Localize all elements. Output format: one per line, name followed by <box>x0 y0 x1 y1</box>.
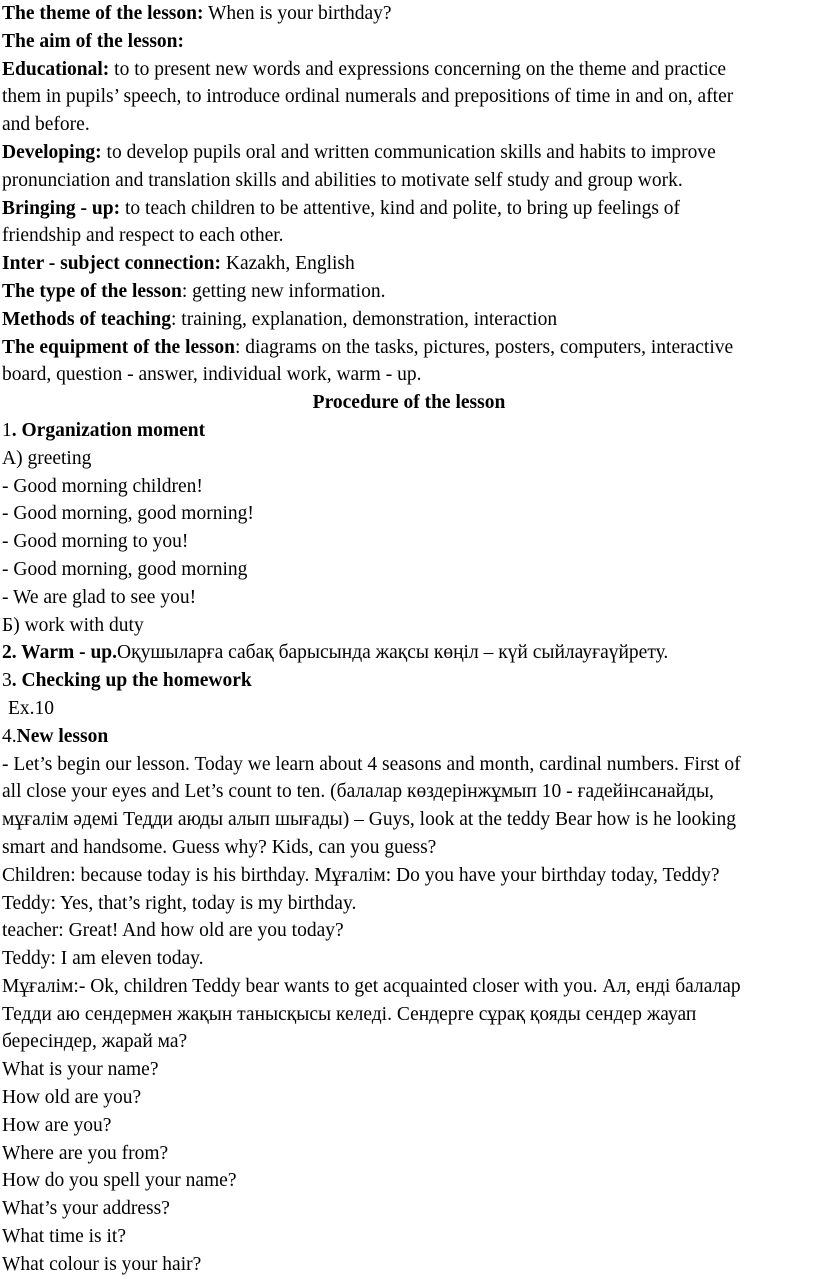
homework-exercise: Ex.10 <box>8 697 55 719</box>
greeting-line: - We are glad to see you! <box>2 586 197 608</box>
inter-subject-value: Kazakh, English <box>221 253 355 275</box>
educational-label: Educational: <box>2 58 110 80</box>
section-1-b: Б) work with duty <box>2 614 144 636</box>
dialogue-line: Тедди аю сендермен жақын танысқысы келеді. Сендерге сұрақ қояды сендер жауап <box>2 1003 697 1025</box>
equipment-label: The equipment of the lesson <box>2 336 235 358</box>
dialogue-line: all close your eyes and Let’s count to ten. (балалар көздерінжұмып 10 - ғадейінсанайды, <box>2 781 714 803</box>
equipment-line-1 <box>2 334 816 362</box>
greeting-line: - Good morning to you! <box>2 531 189 553</box>
inter-subject-label: Inter - subject connection: <box>2 253 221 275</box>
dialogue-line: бересіндер, жарай ма? <box>2 1031 188 1053</box>
developing-text-1: to develop pupils oral and written communication skills and habits to improve <box>101 141 716 163</box>
educational-text-1: to to present new words and expressions concerning on the theme and practice <box>109 58 727 80</box>
dialogue-line: мұғалім әдемі Тедди аюды алып шығады) – Guys, look at the teddy Bear how is he looking <box>2 809 736 831</box>
lesson-type-value: : getting new information. <box>181 280 386 302</box>
dialogue-line: Teddy: Yes, that’s right, today is my birthday. <box>2 892 357 914</box>
greeting-line: - Good morning children! <box>2 475 203 497</box>
aim-label: The aim of the lesson: <box>2 30 184 52</box>
theme-label: The theme of the lesson: <box>2 3 204 24</box>
question-line: How are you? <box>2 1114 112 1136</box>
section-1-title: . Organization moment <box>11 419 206 441</box>
dialogue-line: - Let’s begin our lesson. Today we learn about 4 seasons and month, cardinal numbers. First of <box>2 753 741 775</box>
equipment-line-2: board, question - answer, individual work, warm - up. <box>2 364 422 386</box>
section-3-title: . Checking up the homework <box>11 670 252 692</box>
question-line: What’s your address? <box>2 1198 170 1220</box>
theme-value: When is your birthday? <box>203 3 392 24</box>
methods-line <box>2 306 816 334</box>
bringing-label: Bringing - up: <box>2 197 121 219</box>
theme-line <box>2 0 816 28</box>
educational-line-1 <box>2 56 816 84</box>
section-1-number: 1 <box>2 419 12 441</box>
question-line: What time is it? <box>2 1226 127 1248</box>
section-4-title: New lesson <box>16 725 109 747</box>
section-4-number: 4. <box>2 725 17 747</box>
dialogue-line: teacher: Great! And how old are you today? <box>2 920 344 942</box>
greeting-line: - Good morning, good morning! <box>2 503 254 525</box>
dialogue-line: Мұғалім:- Ok, children Teddy bear wants to get acquainted closer with you. Ал, енді балалар <box>2 975 741 997</box>
section-1-a: А) greeting <box>2 447 92 469</box>
section-2-heading <box>2 639 816 667</box>
educational-line-3: and before. <box>2 114 90 136</box>
question-line: How old are you? <box>2 1087 142 1109</box>
section-3-heading <box>2 667 816 695</box>
section-3-number: 3 <box>2 670 12 692</box>
aim-line <box>2 28 816 56</box>
bringing-text-1: to teach children to be attentive, kind and polite, to bring up feelings of <box>120 197 681 219</box>
question-line: What colour is your hair? <box>2 1253 202 1275</box>
equipment-text-1: : diagrams on the tasks, pictures, posters, computers, interactive <box>234 336 734 358</box>
inter-subject-line <box>2 250 816 278</box>
developing-label: Developing: <box>2 141 102 163</box>
section-2-title: 2. Warm - up. <box>2 642 118 664</box>
methods-label: Methods of teaching <box>2 308 171 330</box>
lesson-type-label: The type of the lesson <box>2 280 182 302</box>
dialogue-line: Teddy: I am eleven today. <box>2 948 204 970</box>
greeting-line: - Good morning, good morning <box>2 558 248 580</box>
dialogue-line: Children: because today is his birthday. Мұғалім: Do you have your birthday today, Teddy? <box>2 864 720 886</box>
bringing-line-2: friendship and respect to each other. <box>2 225 284 247</box>
question-line: Where are you from? <box>2 1142 169 1164</box>
lesson-type-line <box>2 278 816 306</box>
developing-line-1 <box>2 139 816 167</box>
bringing-line-1 <box>2 195 816 223</box>
section-2-text: Оқушыларға сабақ барысында жақсы көңіл – күй сыйлауғаүйрету. <box>117 642 669 664</box>
section-4-heading <box>2 723 816 751</box>
methods-value: : training, explanation, demonstration, interaction <box>171 308 558 330</box>
section-1-heading <box>2 417 816 445</box>
question-line: What is your name? <box>2 1059 159 1081</box>
dialogue-line: smart and handsome. Guess why? Kids, can you guess? <box>2 836 437 858</box>
developing-line-2: pronunciation and translation skills and abilities to motivate self study and group work. <box>2 169 683 191</box>
procedure-title: Procedure of the lesson <box>312 392 506 414</box>
educational-line-2: them in pupils’ speech, to introduce ordinal numerals and prepositions of time in and on, after <box>2 86 734 108</box>
question-line: How do you spell your name? <box>2 1170 237 1192</box>
